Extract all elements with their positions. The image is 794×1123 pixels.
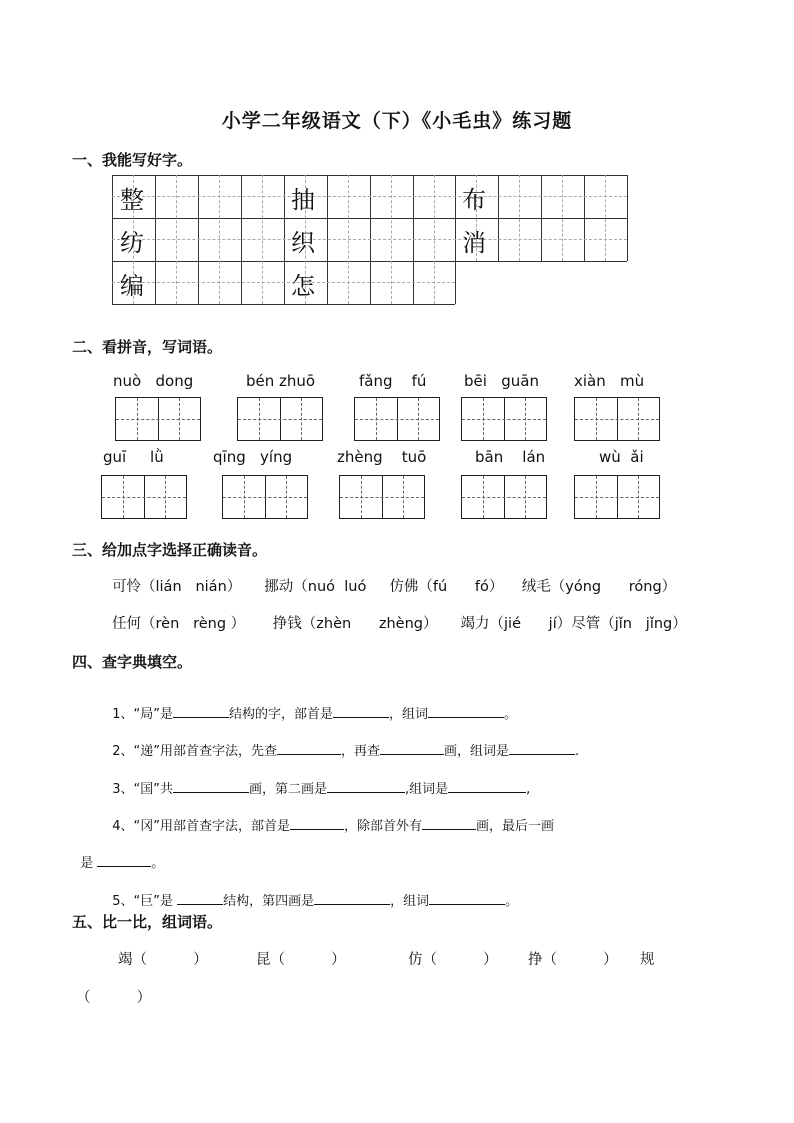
pinyin-5: xiàn mù bbox=[574, 372, 645, 390]
answer-box[interactable] bbox=[237, 397, 323, 441]
question-3: 3、“国”共 画，第二画是 ,组词是 , bbox=[104, 763, 530, 797]
pinyin-4: bēi guān bbox=[464, 372, 539, 390]
answer-box[interactable] bbox=[101, 475, 187, 519]
compare-item-5-cont: （ ） bbox=[76, 990, 152, 1006]
question-5: 5、“巨”是 结构，第四画是 ，组词 。 bbox=[104, 875, 518, 909]
pinyin-2: bén zhuō bbox=[246, 372, 316, 390]
answer-box[interactable] bbox=[115, 397, 201, 441]
section4-heading: 四、查字典填空。 bbox=[72, 653, 193, 671]
compare-item-2: 昆（ ） bbox=[256, 952, 346, 968]
section1-heading: 一、我能写好字。 bbox=[72, 151, 193, 169]
compare-item-4: 挣（ ） bbox=[528, 952, 618, 968]
question-4-cont: 是 。 bbox=[72, 837, 164, 871]
answer-box[interactable] bbox=[339, 475, 425, 519]
char-zen: 怎 bbox=[291, 272, 315, 300]
char-fang: 纺 bbox=[120, 229, 144, 257]
section3-line1: 可怜（lián nián） 挪动（nuó luó 仿佛（fú fó） 绒毛（yóng róng） bbox=[112, 579, 677, 595]
pinyin-1: nuò dong bbox=[113, 372, 194, 390]
section3-heading: 三、给加点字选择正确读音。 bbox=[72, 541, 268, 559]
question-1: 1、“局”是 结构的字，部首是 ，组词 。 bbox=[104, 688, 517, 722]
pinyin-8: zhèng tuō bbox=[337, 448, 427, 466]
answer-box[interactable] bbox=[461, 475, 547, 519]
page-title: 小学二年级语文（下）《小毛虫》练习题 bbox=[221, 110, 573, 132]
char-xiao: 消 bbox=[462, 229, 486, 257]
char-zheng: 整 bbox=[120, 186, 144, 214]
compare-item-3: 仿（ ） bbox=[408, 952, 498, 968]
char-chou: 抽 bbox=[291, 186, 315, 214]
answer-box[interactable] bbox=[461, 397, 547, 441]
pinyin-10: wù ǎi bbox=[599, 448, 644, 466]
compare-item-1: 竭（ ） bbox=[118, 952, 208, 968]
answer-box[interactable] bbox=[222, 475, 308, 519]
char-bu: 布 bbox=[462, 186, 486, 214]
pinyin-9: bān lán bbox=[475, 448, 546, 466]
section5-heading: 五、比一比，组词语。 bbox=[72, 913, 223, 931]
question-2: 2、“递”用部首查字法，先查 ，再查 画，组词是 . bbox=[104, 725, 579, 759]
pinyin-6: guī lǜ bbox=[103, 448, 164, 466]
compare-item-5: 规 bbox=[640, 952, 655, 968]
pinyin-7: qīng yíng bbox=[213, 448, 293, 466]
char-bian: 编 bbox=[120, 272, 144, 300]
section3-line2: 任何（rèn rèng ） 挣钱（zhèn zhèng） 竭力（jié jí）尽管（jǐn jǐng） bbox=[112, 616, 687, 632]
answer-box[interactable] bbox=[574, 397, 660, 441]
answer-box[interactable] bbox=[574, 475, 660, 519]
pinyin-3: fǎng fú bbox=[359, 372, 427, 390]
section2-heading: 二、看拼音，写词语。 bbox=[72, 338, 223, 356]
char-zhi: 织 bbox=[291, 229, 315, 257]
answer-box[interactable] bbox=[354, 397, 440, 441]
question-4: 4、“冈”用部首查字法，部首是 ，除部首外有 画，最后一画 bbox=[104, 800, 554, 834]
